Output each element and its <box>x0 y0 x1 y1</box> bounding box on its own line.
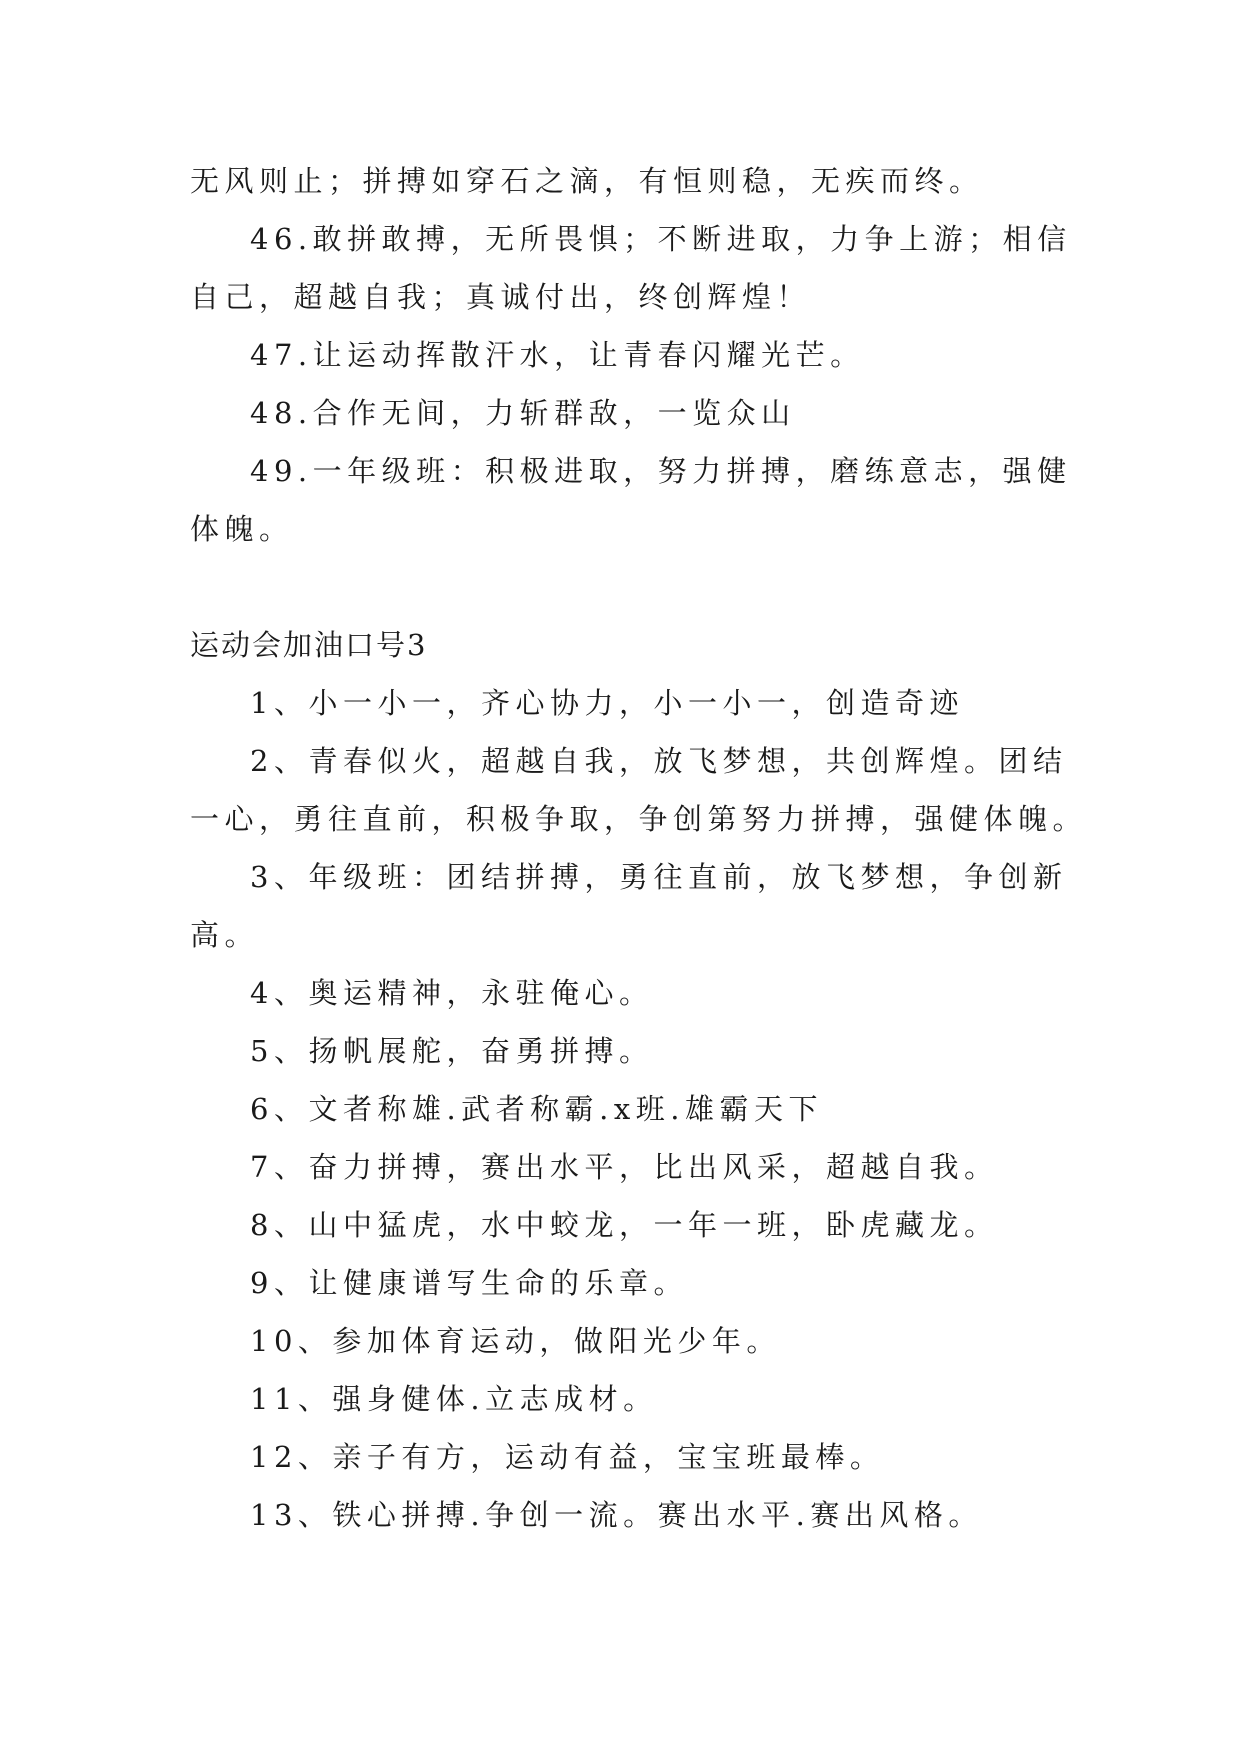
paragraph-line: 46.敢拼敢搏，无所畏惧；不断进取，力争上游；相信 <box>250 222 1072 256</box>
document-body <box>190 152 1088 1544</box>
paragraph-line: 2、青春似火，超越自我，放飞梦想，共创辉煌。团结 <box>250 744 1068 778</box>
paragraph-line: 自己，超越自我；真诚付出，终创辉煌！ <box>190 280 812 314</box>
paragraph-line: 7、奋力拼搏，赛出水平，比出风采，超越自我。 <box>250 1150 999 1184</box>
paragraph-line: 11、强身健体.立志成材。 <box>250 1382 658 1416</box>
paragraph-line: 47.让运动挥散汗水，让青春闪耀光芒。 <box>250 338 865 372</box>
paragraph-line: 6、文者称雄.武者称霸.x班.雄霸天下 <box>250 1092 823 1126</box>
paragraph-line: 13、铁心拼搏.争创一流。赛出水平.赛出风格。 <box>250 1498 983 1532</box>
paragraph-line: 无风则止；拼搏如穿石之滴，有恒则稳，无疾而终。 <box>190 164 984 198</box>
paragraph-line: 一心，勇往直前，积极争取，争创第努力拼搏，强健体魄。 <box>190 802 1088 836</box>
paragraph-line: 高。 <box>190 918 260 952</box>
paragraph-line: 8、山中猛虎，水中蛟龙，一年一班，卧虎藏龙。 <box>250 1208 999 1242</box>
paragraph-line: 1、小一小一，齐心协力，小一小一，创造奇迹 <box>250 686 964 720</box>
paragraph-line: 12、亲子有方，运动有益，宝宝班最棒。 <box>250 1440 885 1474</box>
section-spacer <box>190 558 1070 616</box>
paragraph-line: 10、参加体育运动，做阳光少年。 <box>250 1324 781 1358</box>
section-heading: 运动会加油口号3 <box>190 628 428 662</box>
paragraph-line: 4、奥运精神，永驻俺心。 <box>250 976 654 1010</box>
paragraph-line: 48.合作无间，力斩群敌，一览众山 <box>250 396 796 430</box>
paragraph-line: 9、让健康谱写生命的乐章。 <box>250 1266 688 1300</box>
paragraph-line: 5、扬帆展舵，奋勇拼搏。 <box>250 1034 654 1068</box>
paragraph-line: 体魄。 <box>190 512 294 546</box>
paragraph-line: 3、年级班：团结拼搏，勇往直前，放飞梦想，争创新 <box>250 860 1068 894</box>
paragraph-line: 49.一年级班：积极进取，努力拼搏，磨练意志，强健 <box>250 454 1072 488</box>
